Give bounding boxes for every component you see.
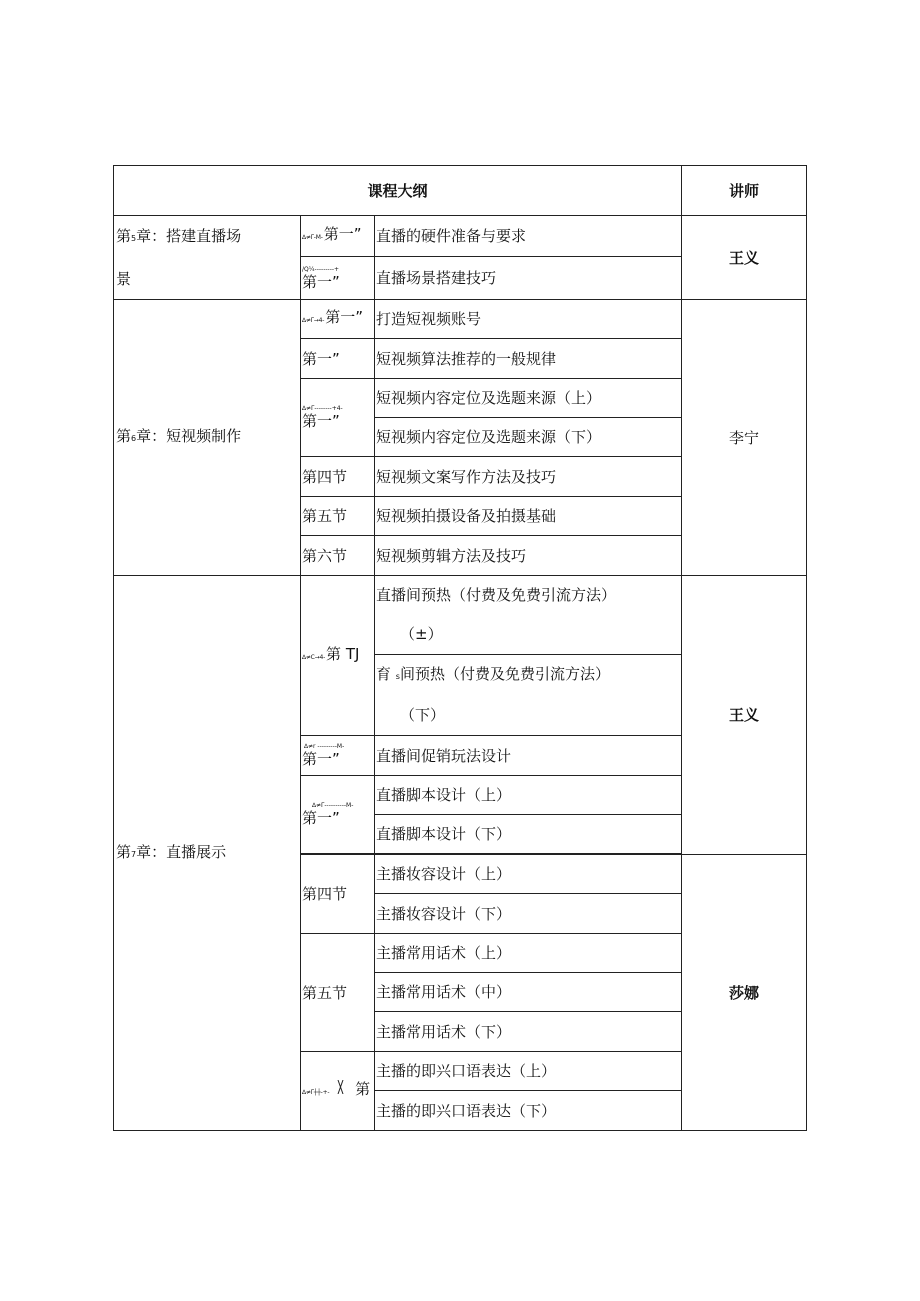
topic-cell: 主播妆容设计（上）	[375, 855, 682, 894]
section-label: ∆≠C→4-第 TJ	[301, 576, 375, 736]
topic-cell: 直播脚本设计（下）	[375, 815, 682, 854]
outline-header: 课程大纲	[114, 166, 682, 216]
topic-cell: 主播的即兴口语表达（上）	[375, 1052, 682, 1091]
section-label: ∆≠r ---------M- 第一”	[301, 736, 375, 776]
topic-cell: 直播脚本设计（上）	[375, 776, 682, 815]
chapter-7-label: 第7章：直播展示	[114, 576, 301, 1131]
topic-cell: 主播妆容设计（下）	[375, 894, 682, 934]
section-label: ∆≠Γ--------+4- 第一”	[301, 379, 375, 457]
chapter-5-label: 第5章：搭建直播场 景	[114, 216, 301, 300]
section-label: ∆≠Γ----------M- 第一”	[301, 776, 375, 854]
topic-cell: 短视频文案写作方法及技巧	[375, 457, 682, 497]
topic-cell: 打造短视频账号	[375, 300, 682, 339]
topic-cell: 直播间促销玩法设计	[375, 736, 682, 776]
teacher-name: 王义	[682, 216, 807, 300]
topic-cell: 主播常用话术（中）	[375, 973, 682, 1012]
teacher-header: 讲师	[682, 166, 807, 216]
section-label: ∆≠Γ┼┼-+- 第	[301, 1052, 375, 1131]
table-row	[114, 216, 807, 257]
course-outline-table	[113, 165, 807, 1131]
topic-cell: 短视频算法推荐的一般规律	[375, 339, 682, 379]
topic-cell: 短视频内容定位及选题来源（下）	[375, 418, 682, 457]
section-label: 第一”	[301, 339, 375, 379]
section-label: 第四节	[301, 457, 375, 497]
section-label: ∆≠Γ→4-第一”	[301, 300, 375, 339]
teacher-name: 李宁	[682, 300, 807, 576]
header-row	[114, 166, 807, 216]
topic-cell: 主播常用话术（上）	[375, 934, 682, 973]
topic-cell: 短视频内容定位及选题来源（上）	[375, 379, 682, 418]
section-label: /Q¼---------+ 第一”	[301, 257, 375, 300]
section-label: ∆≠Γ-M-第一”	[301, 216, 375, 257]
teacher-name: 莎娜	[682, 855, 807, 1131]
section-label: 第四节	[301, 855, 375, 934]
topic-cell: 直播的硬件准备与要求	[375, 216, 682, 257]
topic-cell: 主播常用话术（下）	[375, 1012, 682, 1052]
section-label: 第五节	[301, 934, 375, 1052]
table-row	[114, 576, 807, 655]
topic-cell: 短视频剪辑方法及技巧	[375, 536, 682, 576]
section-label: 第六节	[301, 536, 375, 576]
topic-cell: 直播间预热（付费及免费引流方法） （±）	[375, 576, 682, 655]
topic-cell: 直播场景搭建技巧	[375, 257, 682, 300]
topic-cell: 育 s间预热（付费及免费引流方法） （下）	[375, 655, 682, 736]
slash-mark-icon	[335, 1080, 355, 1094]
chapter-6-label: 第6章：短视频制作	[114, 300, 301, 576]
teacher-name: 王义	[682, 576, 807, 855]
topic-cell: 短视频拍摄设备及拍摄基础	[375, 497, 682, 536]
section-label: 第五节	[301, 497, 375, 536]
table-row	[114, 300, 807, 339]
topic-cell: 主播的即兴口语表达（下）	[375, 1091, 682, 1131]
